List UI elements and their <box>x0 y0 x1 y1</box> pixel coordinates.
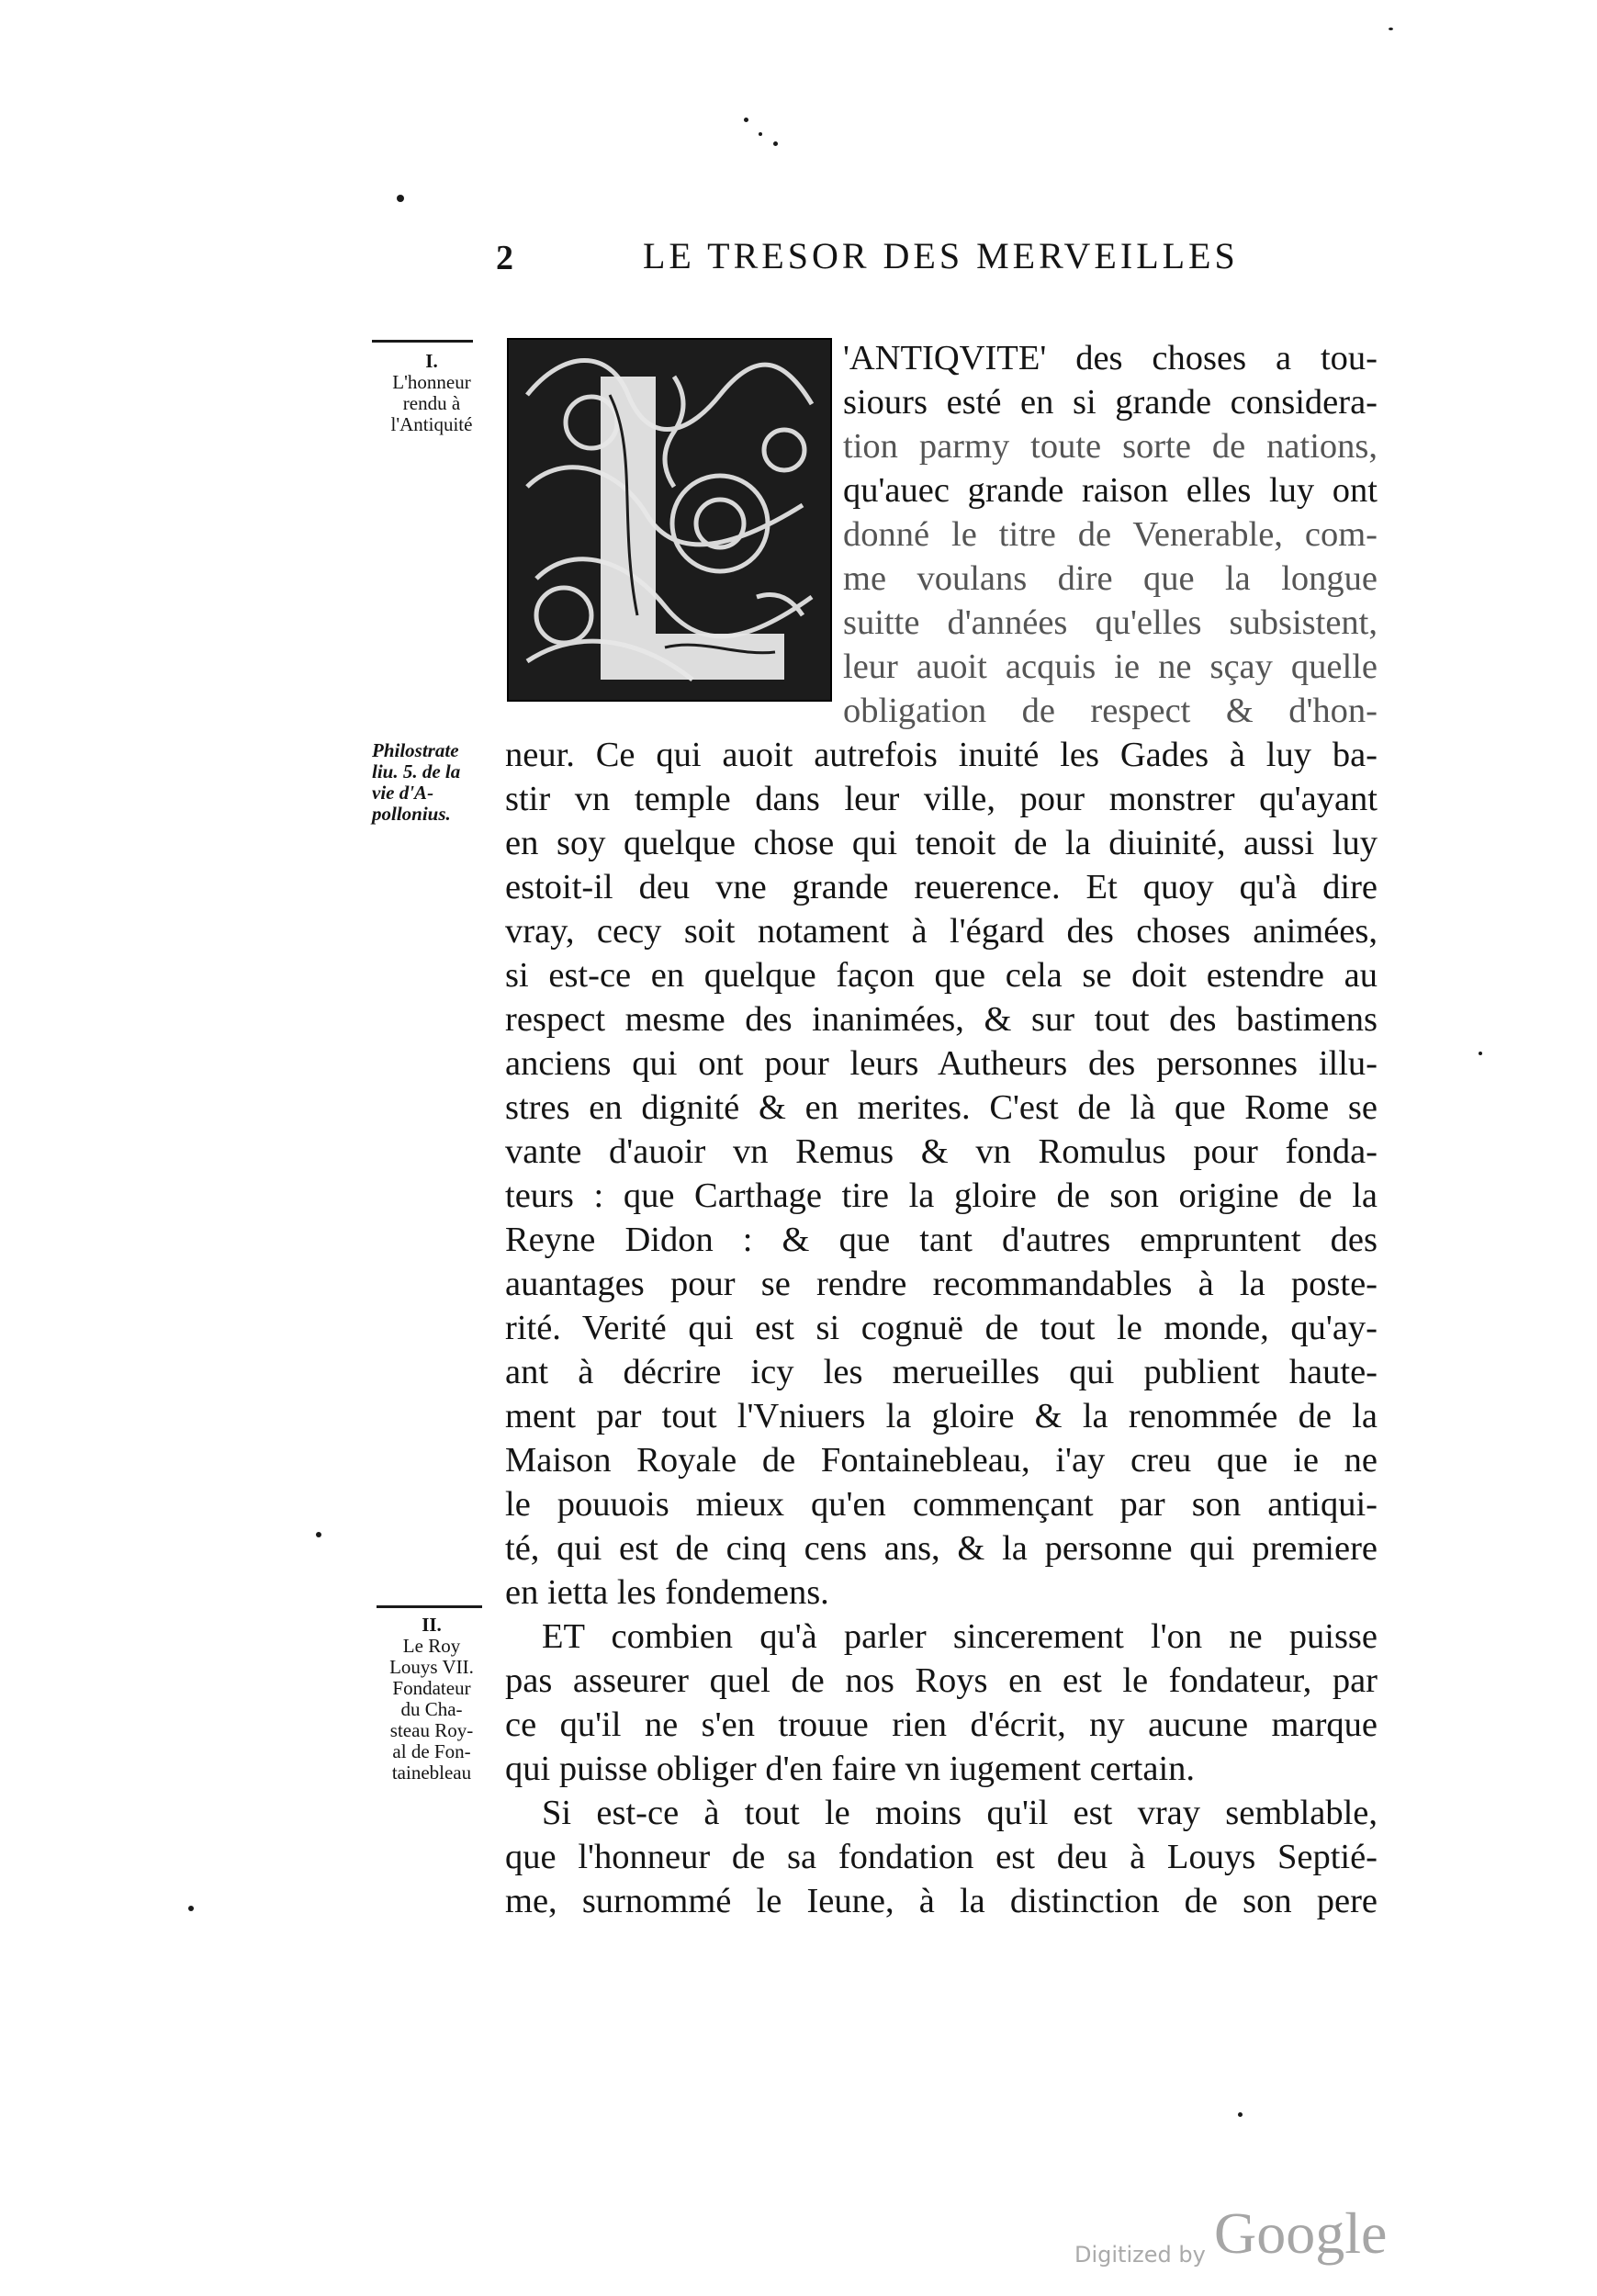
ink-speck <box>773 141 778 146</box>
margin-note-line: rendu à <box>402 392 461 414</box>
margin-note-line: vie d'A- <box>372 782 434 804</box>
text-line: Si est-ce à tout le moins qu'il est vray semblable, <box>542 1794 1378 1832</box>
page-number: 2 <box>496 239 513 277</box>
margin-note-line: L'honneur <box>392 371 471 393</box>
margin-note-number: I. <box>425 350 438 372</box>
text-line: respect mesme des inanimées, & sur tout des bastimens <box>505 1000 1378 1039</box>
text-line: teurs : que Carthage tire la gloire de son origine de la <box>505 1176 1378 1215</box>
text-line: qui puisse obliger d'en faire vn iugement certain. <box>505 1750 1196 1788</box>
running-head <box>496 234 1414 289</box>
text-line: pas asseurer quel de nos Roys en est le fondateur, par <box>505 1661 1378 1700</box>
text-line: Reyne Didon : & que tant d'autres empruntent des <box>505 1221 1378 1259</box>
ink-speck <box>188 1906 194 1911</box>
margin-rule <box>372 340 473 343</box>
text-line: anciens qui ont pour leurs Autheurs des personnes illu- <box>505 1044 1378 1083</box>
text-line: Maison Royale de Fontainebleau, i'ay creu que ie ne <box>505 1441 1378 1480</box>
margin-rule <box>377 1605 482 1608</box>
margin-note-line: tainebleau <box>391 1761 472 1784</box>
text-line: stir vn temple dans leur ville, pour monstrer qu'ayant <box>505 780 1378 818</box>
text-line: neur. Ce qui auoit autrefois inuité les Gades à luy ba- <box>505 736 1378 774</box>
text-line: vray, cecy soit notament à l'égard des choses animées, <box>505 912 1378 951</box>
text-line: ET combien qu'à parler sincerement l'on ne puisse <box>542 1617 1378 1656</box>
text-line: me, surnommé le Ieune, à la distinction de son pere <box>505 1882 1378 1920</box>
margin-note-line: Philostrate <box>372 739 459 761</box>
margin-note-number: II. <box>422 1614 442 1636</box>
text-line: le pouuois mieux qu'en commençant par son antiqui- <box>505 1485 1378 1524</box>
text-line: siours esté en si grande considera- <box>843 383 1378 422</box>
digitized-by-watermark <box>1074 2200 1405 2282</box>
text-line: stres en dignité & en merites. C'est de là que Rome se <box>505 1088 1378 1127</box>
ink-speck <box>316 1532 321 1537</box>
margin-note-line: liu. 5. de la <box>372 760 461 782</box>
text-line: té, qui est de cinq cens ans, & la personne qui premiere <box>505 1529 1378 1568</box>
watermark-prefix: Digitized by <box>1074 2242 1206 2268</box>
text-line: si est-ce en quelque façon que cela se doit estendre au <box>505 956 1378 995</box>
text-line: en ietta les fondemens. <box>505 1573 829 1612</box>
margin-note-line: steau Roy- <box>389 1719 474 1741</box>
google-logo: Google <box>1214 2200 1388 2266</box>
ornamental-initial-L-icon <box>507 338 832 702</box>
text-line: tion parmy toute sorte de nations, <box>843 427 1378 466</box>
text-line: donné le titre de Venerable, com- <box>843 515 1378 554</box>
text-line: que l'honneur de sa fondation est deu à Louys Septié- <box>505 1838 1378 1876</box>
text-line: ant à décrire icy les merueilles qui publient haute- <box>505 1353 1378 1391</box>
margin-note-founder <box>363 1615 500 1784</box>
margin-note-line: du Cha- <box>400 1698 463 1720</box>
ink-speck <box>1479 1052 1482 1055</box>
text-line: estoit-il deu vne grande reuerence. Et quoy qu'à dire <box>505 868 1378 906</box>
margin-note-line: Le Roy <box>402 1635 461 1657</box>
ink-speck <box>1389 28 1393 30</box>
margin-note-antiquity <box>363 351 500 435</box>
text-line: me voulans dire que la longue <box>843 559 1378 598</box>
margin-note-philostrate <box>372 740 510 825</box>
margin-note-line: Fondateur <box>392 1677 471 1699</box>
margin-note-line: Louys VII. <box>389 1656 474 1678</box>
text-line: ment par tout l'Vniuers la gloire & la renommée de la <box>505 1397 1378 1435</box>
margin-note-line: pollonius. <box>372 803 451 825</box>
ink-speck <box>759 132 762 136</box>
drop-cap-art <box>509 340 830 700</box>
text-line: suitte d'années qu'elles subsistent, <box>843 603 1378 642</box>
text-line: auantages pour se rendre recommandables à la poste- <box>505 1265 1378 1303</box>
text-line: vante d'auoir vn Remus & vn Romulus pour fonda- <box>505 1132 1378 1171</box>
text-line: ce qu'il ne s'en trouue rien d'écrit, ny aucune marque <box>505 1705 1378 1744</box>
margin-note-line: al de Fon- <box>392 1740 471 1762</box>
text-line: en soy quelque chose qui tenoit de la diuinité, aussi luy <box>505 824 1378 862</box>
text-line: obligation de respect & d'hon- <box>843 692 1378 730</box>
text-line: leur auoit acquis ie ne sçay quelle <box>843 647 1378 686</box>
ink-speck <box>744 118 748 122</box>
running-head-title: LE TRESOR DES MERVEILLES <box>643 235 1239 276</box>
ink-speck <box>397 195 404 202</box>
text-line: rité. Verité qui est si cognuë de tout le monde, qu'ay- <box>505 1309 1378 1347</box>
text-line: 'ANTIQVITE' des choses a tou- <box>843 339 1378 377</box>
margin-note-line: l'Antiquité <box>390 413 473 435</box>
text-line: qu'auec grande raison elles luy ont <box>843 471 1378 510</box>
ink-speck <box>1238 2112 1243 2117</box>
